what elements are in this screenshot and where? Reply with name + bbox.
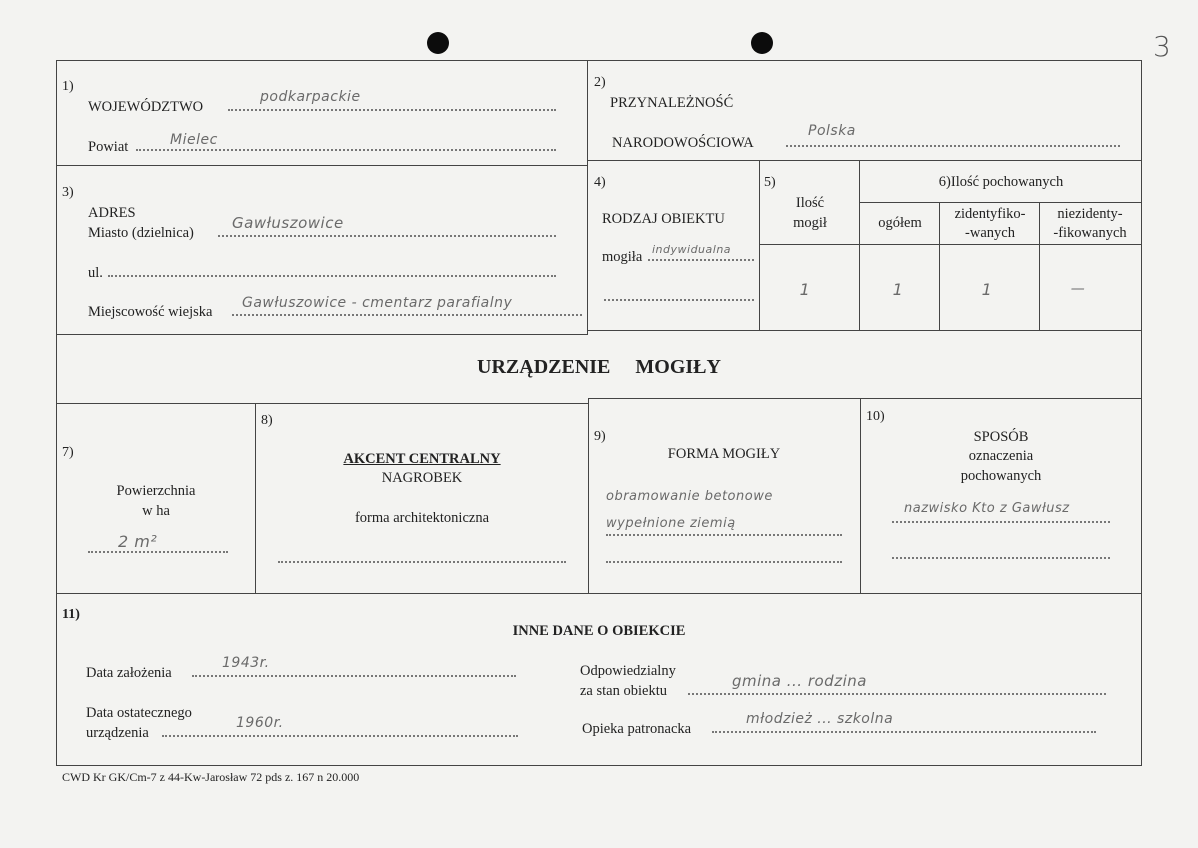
section-number: 3) [62, 185, 74, 200]
data-zalozenia-value: 1943r. [222, 655, 270, 671]
dotted-line [108, 274, 556, 277]
section-number: 2) [594, 75, 606, 90]
miasto-label: Miasto (dzielnica) [88, 225, 194, 241]
urzadzenie-mogily-title: URZĄDZENIE MOGIŁY [477, 356, 721, 378]
dotted-line [892, 520, 1110, 523]
grid-line [759, 160, 760, 330]
odpowiedzialny-label: Odpowiedzialny [580, 663, 676, 679]
grid-line [56, 765, 1142, 766]
dotted-line [228, 108, 556, 111]
section-number: 8) [261, 413, 273, 428]
powierzchnia-value: 2 m² [118, 532, 158, 551]
section-number: 10) [866, 409, 885, 424]
ilosc-mogil-label-2: mogił [793, 215, 827, 231]
za-stan-obiektu-label: za stan obiektu [580, 683, 667, 699]
urzadzenia-label: urządzenia [86, 725, 149, 741]
niezidentyfikowanych-label-2: -fikowanych [1053, 225, 1127, 241]
grid-line [588, 398, 1142, 399]
forma-mogily-label: FORMA MOGIŁY [667, 446, 781, 462]
opieka-patronacka-label: Opieka patronacka [582, 721, 692, 737]
dotted-line [688, 692, 1106, 695]
narodowosciowa-label: NARODOWOŚCIOWA [612, 135, 754, 151]
pochowanych-label: pochowanych [960, 468, 1042, 484]
inne-dane-title: INNE DANE O OBIEKCIE [512, 623, 686, 639]
miejscowosc-label: Miejscowość wiejska [88, 304, 213, 320]
sposob-label: SPOSÓB [973, 429, 1029, 445]
dotted-line [232, 313, 582, 316]
grid-line [56, 60, 1142, 61]
ogolem-value: 1 [892, 280, 904, 299]
data-ostatecznego-value: 1960r. [236, 715, 284, 731]
ilosc-mogil-label-1: Ilość [795, 195, 825, 211]
data-ostatecznego-label: Data ostatecznego [86, 705, 192, 721]
oznaczenia-label: oznaczenia [968, 448, 1034, 464]
miejscowosc-value: Gawłuszowice - cmentarz parafialny [242, 295, 513, 311]
grid-line [56, 593, 1142, 594]
ul-label: ul. [88, 265, 103, 281]
dotted-line [606, 560, 842, 563]
grid-line [1141, 60, 1142, 765]
zidentyfikowanych-label-2: -wanych [965, 225, 1015, 241]
wojewodztwo-label: WOJEWÓDZTWO [88, 99, 204, 115]
wojewodztwo-value: podkarpackie [260, 89, 361, 105]
sposob-value: nazwisko Kto z Gawłusz [904, 501, 1070, 516]
page-number: 3 [1153, 30, 1171, 63]
dotted-line [278, 560, 566, 563]
ogolem-label: ogółem [878, 215, 922, 231]
dotted-line [162, 734, 518, 737]
forma-architektoniczna-label: forma architektoniczna [354, 510, 490, 526]
section-number: 7) [62, 445, 74, 460]
nagrobek-label: NAGROBEK [381, 470, 463, 486]
opieka-patronacka-value: młodzież ... szkolna [746, 711, 894, 727]
grid-line [56, 165, 588, 166]
ilosc-mogil-value: 1 [799, 280, 811, 299]
dotted-line [648, 258, 754, 261]
narodowosc-value: Polska [808, 123, 856, 139]
grid-line [588, 398, 589, 593]
powiat-value: Mielec [170, 132, 218, 148]
grid-line [56, 60, 57, 765]
ilosc-pochowanych-header: 6)Ilość pochowanych [938, 174, 1064, 190]
rodzaj-obiektu-label: RODZAJ OBIEKTU [602, 211, 725, 227]
dotted-line [892, 556, 1110, 559]
miasto-value: Gawłuszowice [232, 214, 344, 232]
section-number: 4) [594, 175, 606, 190]
dotted-line [604, 298, 754, 301]
grid-line [860, 398, 861, 593]
section-number: 11) [62, 607, 80, 622]
dotted-line [606, 533, 842, 536]
grid-line [588, 330, 1142, 331]
mogila-value: indywidualna [652, 243, 732, 256]
zidentyfikowanych-value: 1 [981, 280, 993, 299]
powiat-label: Powiat [88, 139, 129, 155]
form-footer: CWD Kr GK/Cm-7 z 44-Kw-Jarosław 72 pds z. 167 n 20.000 [62, 770, 360, 784]
w-ha-label: w ha [142, 503, 170, 519]
dotted-line [786, 144, 1120, 147]
dotted-line [136, 148, 556, 151]
zidentyfikowanych-label-1: zidentyfiko- [954, 206, 1026, 222]
dotted-line [218, 234, 556, 237]
grid-line [860, 202, 1142, 203]
forma-mogily-value-2: wypełnione ziemią [606, 516, 736, 531]
dotted-line [88, 550, 228, 553]
przynaleznosc-label: PRZYNALEŻNOŚĆ [610, 95, 734, 111]
section-number: 1) [62, 79, 74, 94]
niezidentyfikowanych-label-1: niezidenty- [1057, 206, 1123, 222]
dotted-line [712, 730, 1096, 733]
data-zalozenia-label: Data założenia [86, 665, 172, 681]
niezidentyfikowanych-value: — [1070, 281, 1086, 297]
grid-line [587, 60, 588, 334]
dotted-line [192, 674, 516, 677]
forma-mogily-value-1: obramowanie betonowe [606, 489, 773, 504]
section-number: 5) [764, 175, 776, 190]
odpowiedzialny-value: gmina ... rodzina [732, 672, 867, 690]
powierzchnia-label: Powierzchnia [116, 483, 196, 499]
grid-line [56, 403, 588, 404]
adres-label: ADRES [88, 205, 136, 221]
section-number: 9) [594, 429, 606, 444]
punch-hole-right [751, 32, 773, 54]
punch-hole-left [427, 32, 449, 54]
grid-line [56, 334, 588, 335]
mogila-label: mogiła [602, 249, 643, 265]
grid-line [760, 244, 1142, 245]
grid-line [588, 160, 1142, 161]
akcent-centralny-label: AKCENT CENTRALNY [343, 451, 501, 467]
